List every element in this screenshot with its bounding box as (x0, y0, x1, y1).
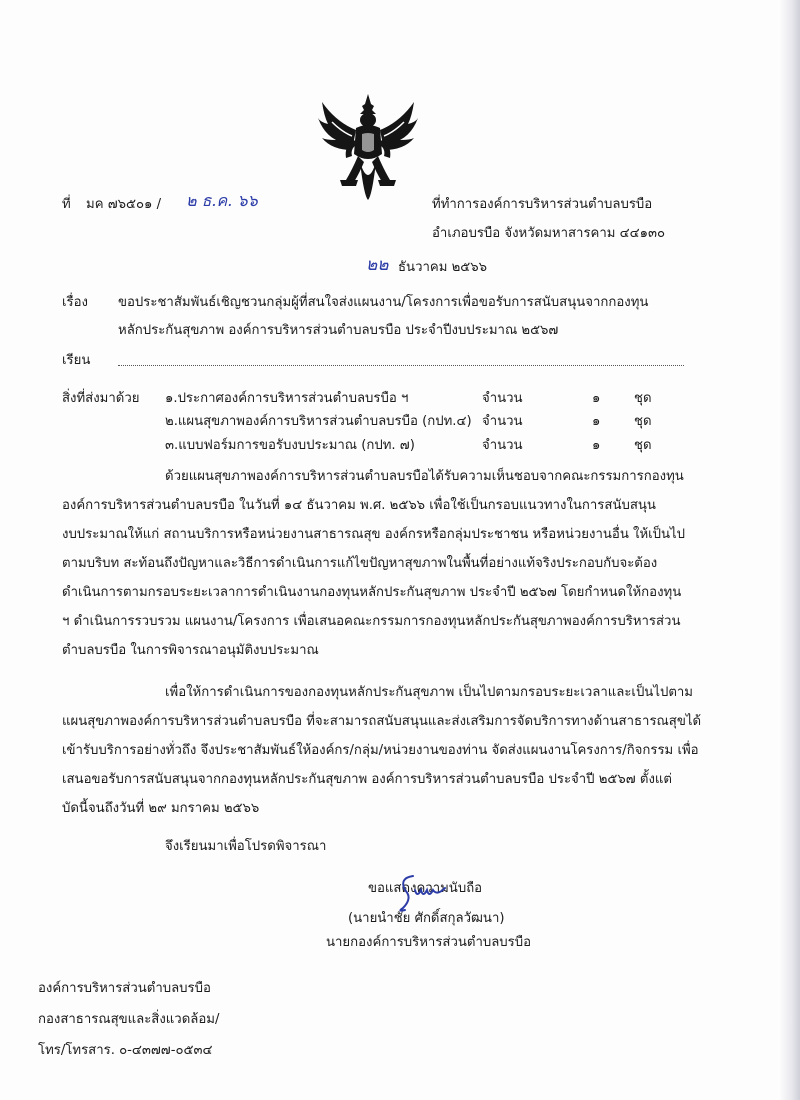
attachment-qty-label: จำนวน (482, 438, 523, 453)
attachments-label: สิ่งที่ส่งมาด้วย (62, 391, 140, 406)
ref-no-handwritten: ๒ ธ.ค. ๖๖ (186, 191, 258, 210)
body-p2-line: เสนอขอรับการสนับสนุนจากกองทุนหลักประกันสุขภาพ องค์การบริหารส่วนตำบลบรบือ ประจำปี ๒๕๖๗ ตั้งแต่ (62, 772, 672, 787)
salutation-label: เรียน (62, 353, 91, 368)
body-p2-line: แผนสุขภาพองค์การบริหารส่วนตำบลบรบือ ที่จะสามารถสนับสนุนและส่งเสริมการจัดบริการทางด้านสาธารณสุขได้ (62, 714, 702, 729)
subject-label: เรื่อง (62, 295, 88, 310)
body-p1-line: ตำบลบรบือ ในการพิจารณาอนุมัติงบประมาณ (62, 643, 319, 658)
attachment-qty: ๑ (592, 391, 601, 406)
attachment-unit: ชุด (634, 391, 652, 406)
subject-line-1: ขอประชาสัมพันธ์เชิญชวนกลุ่มผู้ที่สนใจส่งแผนงาน/โครงการเพื่อขอรับการสนับสนุนจากกองทุน (118, 295, 649, 310)
salutation-dotted-line (118, 365, 684, 366)
garuda-emblem-icon (318, 92, 418, 204)
closing-request: จึงเรียนมาเพื่อโปรดพิจารณา (165, 839, 327, 854)
attachment-row (0, 437, 800, 459)
body-p1-line: ดำเนินการตามกรอบระยะเวลาการดำเนินงานกองทุนหลักประกันสุขภาพ ประจำปี ๒๕๖๗ โดยกำหนดให้กองทุน (62, 585, 682, 600)
signer-name: (นายนำชัย ศักดิ์สกุลวัฒนา) (348, 911, 505, 926)
attachment-name: ๒.แผนสุขภาพองค์การบริหารส่วนตำบลบรบือ (กปท.๔) (165, 414, 472, 429)
ref-no-label: ที่ (62, 197, 71, 212)
body-p1-line: องค์การบริหารส่วนตำบลบรบือ ในวันที่ ๑๔ ธันวาคม พ.ศ. ๒๕๖๖ เพื่อใช้เป็นกรอบแนวทางในการสนับสนุน (62, 498, 656, 513)
page-edge-shadow (778, 0, 800, 1100)
date-month-year: ธันวาคม ๒๕๖๖ (398, 260, 487, 275)
body-p1-line: งบประมาณให้แก่ สถานบริการหรือหน่วยงานสาธารณสุข องค์กรหรือกลุ่มประชาชน หรือหน่วยงานอื่น ให้เป็นไป (62, 527, 686, 542)
body-p2-line: บัดนี้จนถึงวันที่ ๒๙ มกราคม ๒๕๖๖ (62, 801, 260, 816)
attachment-qty: ๑ (592, 438, 601, 453)
subject-line-2: หลักประกันสุขภาพ องค์การบริหารส่วนตำบลบรบือ ประจำปีงบประมาณ ๒๕๖๗ (118, 323, 559, 338)
date-day-handwritten: ๒๒ (366, 255, 389, 275)
ref-no: มค ๗๖๕๐๑ / (86, 197, 162, 212)
attachment-qty-label: จำนวน (482, 414, 523, 429)
signer-position: นายกองค์การบริหารส่วนตำบลบรบือ (326, 935, 532, 950)
body-p1-line: ฯ ดำเนินการรวบรวม แผนงาน/โครงการ เพื่อเสนอคณะกรรมการกองทุนหลักประกันสุขภาพองค์การบริหารส่วน (62, 614, 681, 629)
body-p1-line: ตามบริบท สะท้อนถึงปัญหาและวิธีการดำเนินการแก้ไขปัญหาสุขภาพในพื้นที่อย่างแท้จริงประกอบกับจะต้อง (62, 556, 658, 571)
footer-org: องค์การบริหารส่วนตำบลบรบือ (38, 981, 211, 996)
attachment-row (0, 413, 800, 435)
signature-closing: ขอแสดงความนับถือ (368, 881, 483, 896)
footer-division: กองสาธารณสุขและสิ่งแวดล้อม/ (38, 1012, 220, 1027)
attachment-name: ๑.ประกาศองค์การบริหารส่วนตำบลบรบือ ฯ (165, 391, 409, 406)
body-p2-line: เข้ารับบริการอย่างทั่วถึง จึงประชาสัมพันธ์ให้องค์กร/กลุ่ม/หน่วยงานของท่าน จัดส่งแผนงานโครงการ/กิจกรรม เพื่อ (62, 743, 699, 758)
office-address: อำเภอบรบือ จังหวัดมหาสารคาม ๔๔๑๓๐ (432, 226, 666, 241)
office-name: ที่ทำการองค์การบริหารส่วนตำบลบรบือ (432, 197, 653, 212)
attachment-qty-label: จำนวน (482, 391, 523, 406)
body-p1-line: ด้วยแผนสุขภาพองค์การบริหารส่วนตำบลบรบือได้รับความเห็นชอบจากคณะกรรมการกองทุน (165, 469, 684, 484)
attachment-unit: ชุด (634, 438, 652, 453)
attachment-row (0, 390, 800, 412)
footer-phone: โทร/โทรสาร. ๐-๔๓๗๗-๐๕๓๔ (38, 1043, 213, 1058)
attachment-name: ๓.แบบฟอร์มการขอรับงบประมาณ (กปท. ๗) (165, 438, 415, 453)
attachment-unit: ชุด (634, 414, 652, 429)
body-p2-line: เพื่อให้การดำเนินการของกองทุนหลักประกันสุขภาพ เป็นไปตามกรอบระยะเวลาและเป็นไปตาม (165, 685, 693, 700)
attachment-qty: ๑ (592, 414, 601, 429)
